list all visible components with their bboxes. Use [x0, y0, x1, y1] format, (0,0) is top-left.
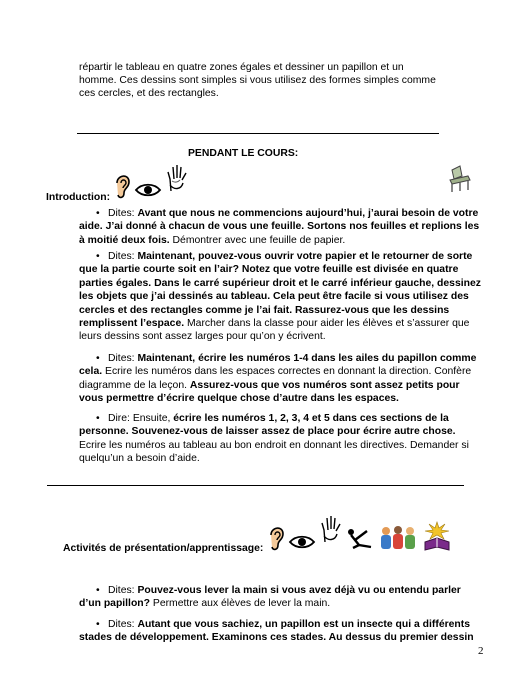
bullet-line — [79, 220, 479, 233]
activities-label: Activités de présentation/apprentissage: — [63, 543, 264, 554]
text-run: Démontrer avec une feuille de papier. — [169, 234, 346, 246]
divider-middle — [47, 485, 464, 486]
bullet-line — [79, 597, 330, 610]
text-run: Assurez-vous que vos numéros sont assez petits pour — [189, 379, 460, 391]
desk-icon — [446, 164, 474, 199]
bullet-line — [79, 425, 456, 438]
text-run: quelqu’un a besoin d’aide. — [79, 453, 200, 465]
text-run: Dites: — [108, 619, 138, 630]
text-run: Dites: — [108, 353, 138, 364]
bullet-line — [79, 379, 460, 392]
text-run: personne. Souvenez-vous de laisser assez de place pour écrire autre chose. — [79, 426, 456, 438]
text-run: Maintenant, écrire les numéros 1-4 dans les ailes du papillon comme — [137, 353, 477, 364]
intro-line: homme. Ces dessins sont simples si vous utilisez des formes simples comme — [79, 75, 436, 86]
text-run: Ecrire les numéros au tableau au bon endroit en donnant les directives. Demander si — [79, 439, 469, 451]
divider-top — [77, 133, 439, 134]
bullet-line — [79, 439, 469, 452]
text-run: leurs dessins sont assez larges pour qu’on y écrivent. — [79, 331, 326, 343]
bullet-line — [79, 263, 458, 276]
eye-icon — [134, 182, 162, 203]
text-run: aide. J’ai donné à chacun de vous une feuille. Sortons nos feuilles et replions les — [79, 221, 480, 233]
text-run: écrire les numéros 1, 2, 3, 4 et 5 dans ces sections de la — [173, 413, 449, 424]
group-people-icon — [378, 525, 418, 558]
text-run: parties égales. Dans le carré supérieur droit et le carré inférieur gauche, dessinez — [79, 277, 481, 289]
stretching-person-icon — [345, 527, 375, 554]
text-run: que la partie courte soit en l’air? Notez que votre feuille est divisée en quatre — [79, 264, 459, 276]
hand-icon — [320, 514, 342, 549]
text-run: Dites: — [108, 208, 138, 219]
bullet-line — [79, 452, 200, 465]
page-number: 2 — [478, 645, 484, 657]
text-run: cercles et des rectangles comme je l’ai fait. Rassurez-vous que les dessins — [79, 304, 450, 316]
bullet-line — [79, 277, 481, 290]
text-run: remplissent l’espace. — [79, 318, 185, 329]
text-run: les objets que j’ai dessinés au tableau. Cela peut être facile si vous utilisez des — [79, 291, 469, 303]
bullet-line — [79, 304, 449, 317]
text-run: Avant que nous ne commencions aujourd’hui, j’aurai besoin de votre — [137, 208, 479, 219]
bullet-line — [96, 352, 476, 365]
text-run: diagramme de la leçon. — [79, 379, 190, 391]
bullet-line — [96, 584, 461, 597]
section-title: PENDANT LE COURS: — [188, 148, 299, 159]
book-icon — [422, 520, 452, 557]
text-run: Dire: Ensuite, — [108, 413, 174, 424]
bullet-line — [96, 207, 478, 220]
bullet-dot: • — [96, 413, 100, 424]
text-run: Permettre aux élèves de lever la main. — [150, 598, 331, 610]
text-run: Dites: — [108, 251, 138, 262]
text-run: Ecrire les numéros dans les espaces correctes en donnant la direction. Confère — [102, 366, 472, 378]
bullet-dot: • — [96, 353, 100, 364]
bullet-line — [79, 234, 345, 247]
bullet-line — [79, 365, 471, 378]
text-run: stades de développement. Examinons ces stades. Au dessus du premier dessin — [79, 632, 474, 644]
bullet-line — [79, 290, 469, 303]
hand-icon — [166, 163, 188, 198]
text-run: cela. — [79, 366, 103, 378]
eye-icon — [288, 534, 316, 555]
bullet-line — [96, 412, 449, 425]
bullet-line — [96, 618, 470, 631]
bullet-line — [79, 392, 399, 405]
introduction-label: Introduction: — [46, 192, 111, 203]
bullet-line — [79, 317, 469, 330]
text-run: Autant que vous sachiez, un papillon est un insecte qui a différents — [137, 619, 471, 630]
text-run: Maintenant, pouvez-vous ouvrir votre papier et le retourner de sorte — [137, 251, 473, 262]
text-run: vous permettre d’écrire quelque chose d’autre dans les espaces. — [79, 393, 399, 405]
text-run: d’un papillon? — [79, 598, 150, 610]
bullet-line — [96, 250, 472, 263]
ear-icon — [268, 524, 286, 557]
text-run: à moitié deux fois. — [79, 234, 170, 246]
bullet-line — [79, 631, 474, 644]
text-run: Pouvez-vous lever la main si vous avez déjà vu ou entendu parler — [137, 585, 461, 596]
bullet-dot: • — [96, 585, 100, 596]
intro-line: ces cercles, et des rectangles. — [79, 88, 219, 99]
text-run: Dites: — [108, 585, 138, 596]
intro-line: répartir le tableau en quatre zones égales et dessiner un papillon et un — [79, 62, 404, 73]
bullet-dot: • — [96, 251, 100, 262]
ear-icon — [114, 172, 132, 205]
bullet-line — [79, 330, 326, 343]
bullet-dot: • — [96, 619, 100, 630]
text-run: Marcher dans la classe pour aider les élèves et s’assurer que — [184, 318, 470, 329]
bullet-dot: • — [96, 208, 100, 219]
